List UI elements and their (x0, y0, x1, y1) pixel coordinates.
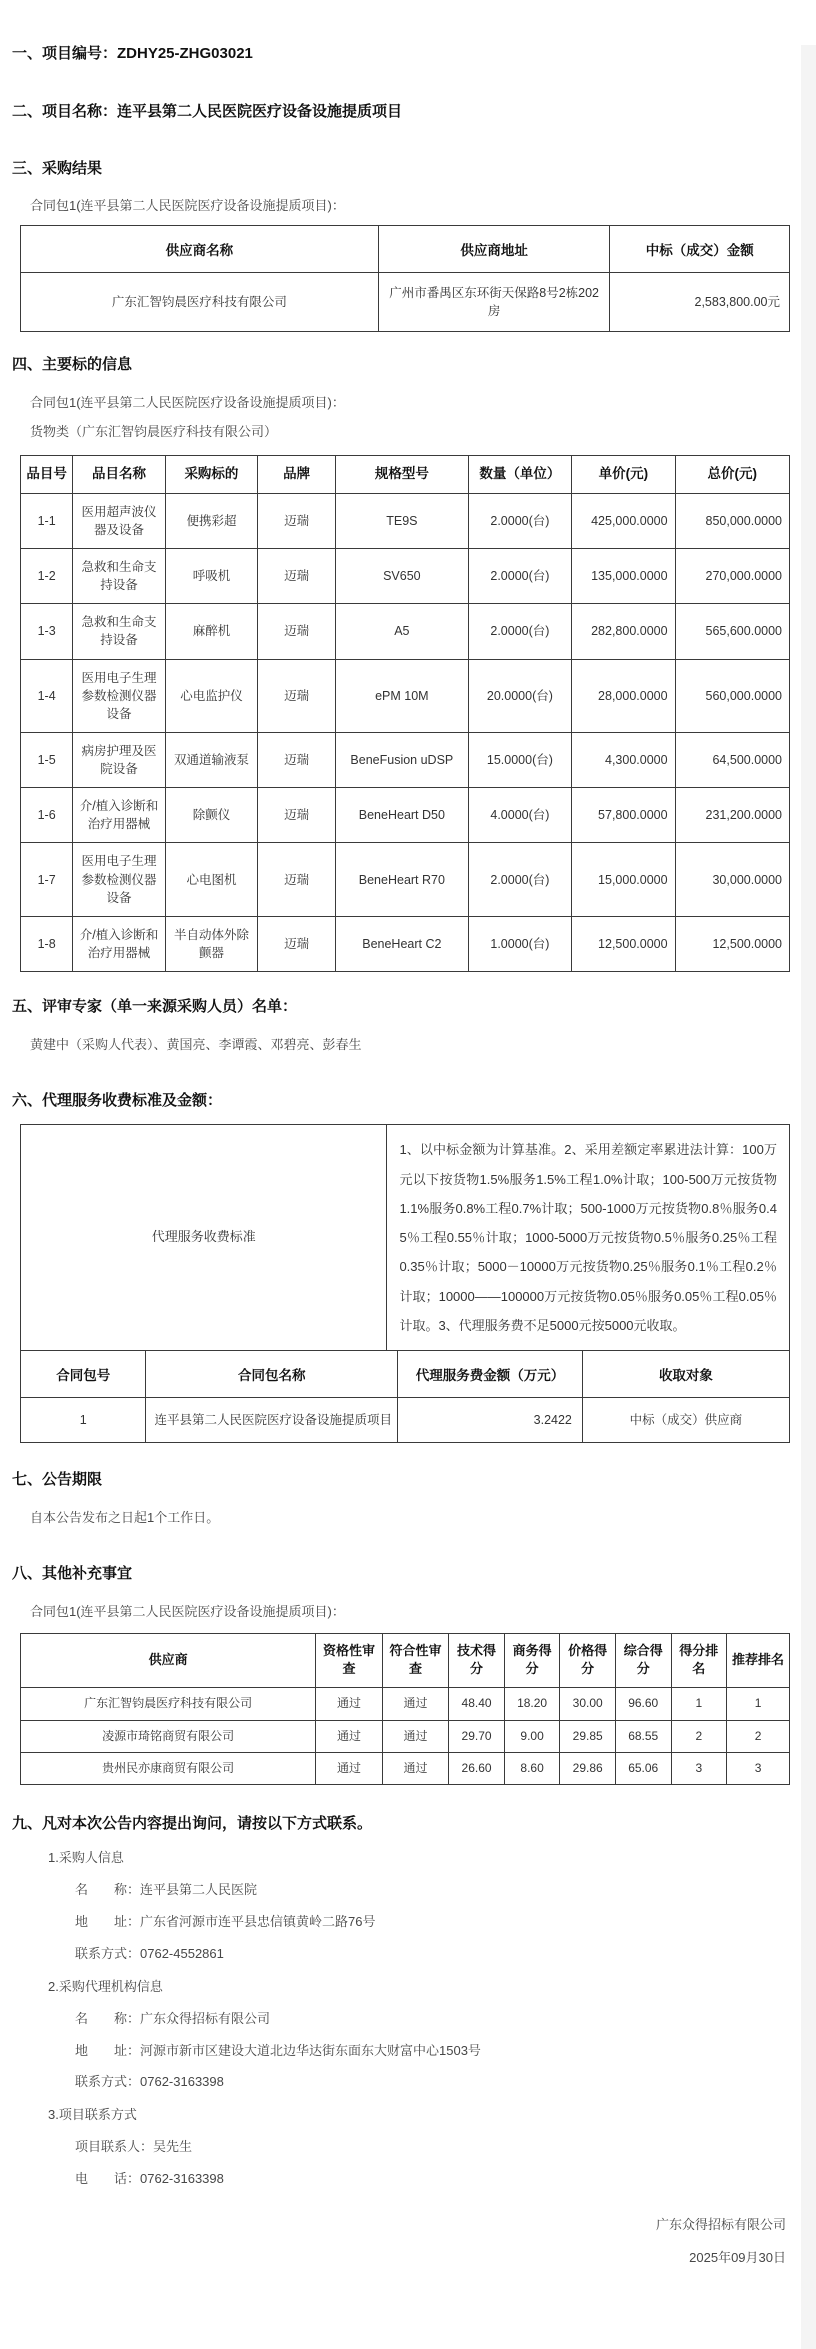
table-cell: 通过 (316, 1753, 382, 1785)
table-cell: 28,000.0000 (572, 659, 675, 732)
footer-date: 2025年09月30日 (689, 2250, 786, 2266)
table-row (21, 1753, 790, 1785)
table-cell: 贵州民亦康商贸有限公司 (21, 1753, 316, 1785)
result-package-line: 合同包1(连平县第二人民医院医疗设备设施提质项目)： (30, 198, 345, 214)
table-cell: 30,000.0000 (675, 843, 789, 916)
table-cell: 半自动体外除颤器 (165, 916, 257, 971)
table-cell: 15.0000(台) (468, 732, 571, 787)
table-cell: 凌源市琦铭商贸有限公司 (21, 1720, 316, 1752)
table-cell: 病房护理及医院设备 (73, 732, 165, 787)
table-cell: BeneHeart D50 (336, 788, 469, 843)
table-cell: 135,000.0000 (572, 549, 675, 604)
table-cell: 便携彩超 (165, 493, 257, 548)
table-cell: 2.0000(台) (468, 549, 571, 604)
table-row (21, 549, 790, 604)
column-header: 供应商地址 (378, 226, 610, 273)
table-cell: 2.0000(台) (468, 493, 571, 548)
footer-company: 广东众得招标有限公司 (655, 2217, 786, 2233)
column-header: 采购标的 (165, 455, 257, 493)
table-cell: 29.86 (560, 1753, 616, 1785)
header-row (21, 455, 790, 493)
table-cell: 迈瑞 (258, 843, 336, 916)
agency-contact: 联系方式：0762-3163398 (75, 2074, 224, 2090)
fee-standard-row (21, 1125, 790, 1351)
agency-name: 名 称：广东众得招标有限公司 (75, 2010, 271, 2026)
purchaser-address: 地 址：广东省河源市连平县忠信镇黄岭二路76号 (75, 1914, 376, 1929)
agency-heading: 2.采购代理机构信息 (48, 1978, 163, 1994)
table-cell: 57,800.0000 (572, 788, 675, 843)
table-cell: 29.70 (449, 1720, 505, 1752)
table-cell: 12,500.0000 (675, 916, 789, 971)
section-title-project-number: 一、项目编号：ZDHY25-ZHG03021 (12, 45, 253, 62)
items-table-wrap (20, 455, 790, 972)
table-cell: 3 (727, 1753, 790, 1785)
table-cell: 介/植入诊断和治疗用器械 (73, 788, 165, 843)
table-row (21, 1720, 790, 1752)
table-cell: 通过 (382, 1753, 448, 1785)
table-cell: 2 (671, 1720, 727, 1752)
table-row (21, 493, 790, 548)
scores-table (20, 1633, 790, 1786)
table-cell: 282,800.0000 (572, 604, 675, 659)
subject-category-line: 货物类（广东汇智钧晨医疗科技有限公司） (30, 424, 278, 440)
column-header: 价格得分 (560, 1633, 616, 1688)
table-cell: 18.20 (504, 1688, 560, 1720)
result-table (20, 225, 790, 332)
table-cell: 通过 (316, 1688, 382, 1720)
section-title-main-subject-info: 四、主要标的信息 (12, 356, 133, 374)
table-cell: 心电图机 (165, 843, 257, 916)
announcement-content (0, 45, 816, 2266)
table-cell: 65.06 (615, 1753, 671, 1785)
scores-table-wrap (20, 1633, 790, 1786)
header-row (21, 1633, 790, 1688)
table-cell: 15,000.0000 (572, 843, 675, 916)
section-title-procurement-result: 三、采购结果 (12, 159, 103, 177)
column-header: 资格性审查 (316, 1633, 382, 1688)
table-cell: 68.55 (615, 1720, 671, 1752)
table-cell: 医用电子生理参数检测仪器设备 (73, 843, 165, 916)
table-cell: 麻醉机 (165, 604, 257, 659)
column-header: 单价(元) (572, 455, 675, 493)
table-row (21, 659, 790, 732)
purchaser-heading: 1.采购人信息 (48, 1850, 124, 1866)
table-cell: SV650 (336, 549, 469, 604)
announcement-page (0, 45, 816, 2266)
purchaser-contact: 联系方式：0762-4552861 (75, 1945, 224, 1961)
table-cell: 1-3 (21, 604, 73, 659)
table-cell: 2 (727, 1720, 790, 1752)
project-contact-person: 项目联系人：吴先生 (75, 2139, 193, 2155)
column-header: 合同包号 (21, 1351, 146, 1398)
table-row (21, 273, 790, 332)
table-cell: 4,300.0000 (572, 732, 675, 787)
table-cell: 急救和生命支持设备 (73, 549, 165, 604)
section-title-contact: 九、凡对本次公告内容提出询问，请按以下方式联系。 (12, 1815, 373, 1833)
table-cell: 迈瑞 (258, 604, 336, 659)
table-cell: 通过 (382, 1720, 448, 1752)
supplementary-package-line: 合同包1(连平县第二人民医院医疗设备设施提质项目)： (30, 1603, 345, 1619)
column-header: 品牌 (258, 455, 336, 493)
table-cell: 1-5 (21, 732, 73, 787)
table-cell: 广州市番禺区东环街天保路8号2栋202房 (378, 273, 610, 332)
fee-standard-label: 代理服务收费标准 (21, 1125, 387, 1351)
column-header: 商务得分 (504, 1633, 560, 1688)
table-cell: 呼吸机 (165, 549, 257, 604)
table-cell: A5 (336, 604, 469, 659)
table-cell: 231,200.0000 (675, 788, 789, 843)
table-cell: 29.85 (560, 1720, 616, 1752)
table-cell: 1-8 (21, 916, 73, 971)
table-cell: 48.40 (449, 1688, 505, 1720)
items-table (20, 455, 790, 972)
table-cell: 心电监护仪 (165, 659, 257, 732)
table-cell: BeneFusion uDSP (336, 732, 469, 787)
table-cell: 64,500.0000 (675, 732, 789, 787)
table-cell: 医用电子生理参数检测仪器设备 (73, 659, 165, 732)
table-cell: 26.60 (449, 1753, 505, 1785)
announcement-period-body: 自本公告发布之日起1个工作日。 (30, 1510, 220, 1526)
header-row (21, 226, 790, 273)
table-cell: 医用超声波仪器及设备 (73, 493, 165, 548)
section-title-agency-fee: 六、代理服务收费标准及金额： (12, 1091, 223, 1109)
subject-package-line: 合同包1(连平县第二人民医院医疗设备设施提质项目)： (30, 395, 345, 411)
table-cell: 1-2 (21, 549, 73, 604)
table-row (21, 604, 790, 659)
table-cell: 迈瑞 (258, 493, 336, 548)
table-cell: 1 (671, 1688, 727, 1720)
experts-list: 黄建中（采购人代表）、黄国亮、李谭霞、邓碧亮、彭春生 (30, 1036, 362, 1052)
fee-standard-table-wrap (20, 1124, 790, 1443)
table-cell: 迈瑞 (258, 659, 336, 732)
agency-address: 地 址：河源市新市区建设大道北边华达街东面东大财富中心1503号 (75, 2042, 481, 2058)
column-header: 数量（单位） (468, 455, 571, 493)
table-cell: 12,500.0000 (572, 916, 675, 971)
section-title-project-name: 二、项目名称：连平县第二人民医院医疗设备设施提质项目 (12, 102, 403, 120)
fee-amount-table (20, 1350, 790, 1443)
fee-standard-text: 1、以中标金额为计算基准。2、采用差额定率累进法计算：100万元以下按货物1.5%服务1.5%工程1.0%计取；100-500万元按货物1.1%服务0.8%工程0.7%计取；500-1000万元按货物0.8％服务0.45％工程0.55％计取；1000-5000万元按货物0.5％服务0.25％工程0.35％计取；5000－10000万元按货物0.25％服务0.1％工程0.2％计取；10000——100000万元按货物0.05％服务0.05％工程0.05％计取。3、代理服务费不足5000元按5000元收取。 (387, 1125, 790, 1351)
section-title-experts: 五、评审专家（单一来源采购人员）名单： (12, 998, 298, 1016)
table-cell: 3 (671, 1753, 727, 1785)
table-cell: 1-7 (21, 843, 73, 916)
table-row (21, 732, 790, 787)
table-cell: 急救和生命支持设备 (73, 604, 165, 659)
purchaser-name: 名 称：连平县第二人民医院 (75, 1882, 258, 1898)
section-title-announcement-period: 七、公告期限 (12, 1471, 103, 1489)
table-cell: 850,000.0000 (675, 493, 789, 548)
table-cell: 30.00 (560, 1688, 616, 1720)
table-cell: 1 (21, 1398, 146, 1443)
column-header: 技术得分 (449, 1633, 505, 1688)
table-cell: 双通道输液泵 (165, 732, 257, 787)
column-header: 代理服务费金额（万元） (398, 1351, 583, 1398)
table-cell: 560,000.0000 (675, 659, 789, 732)
table-cell: 1.0000(台) (468, 916, 571, 971)
column-header: 中标（成交）金额 (610, 226, 790, 273)
table-cell: ePM 10M (336, 659, 469, 732)
column-header: 品目名称 (73, 455, 165, 493)
section-title-supplementary: 八、其他补充事宜 (12, 1564, 133, 1582)
table-cell: 4.0000(台) (468, 788, 571, 843)
project-contact-phone: 电 话：0762-3163398 (75, 2171, 224, 2187)
table-cell: 9.00 (504, 1720, 560, 1752)
column-header: 收取对象 (582, 1351, 789, 1398)
table-cell: 1-1 (21, 493, 73, 548)
column-header: 规格型号 (336, 455, 469, 493)
table-cell: 连平县第二人民医院医疗设备设施提质项目 (146, 1398, 398, 1443)
table-cell: 565,600.0000 (675, 604, 789, 659)
table-cell: 迈瑞 (258, 916, 336, 971)
table-cell: 通过 (316, 1720, 382, 1752)
table-cell: BeneHeart R70 (336, 843, 469, 916)
table-cell: 广东汇智钧晨医疗科技有限公司 (21, 273, 379, 332)
table-cell: 270,000.0000 (675, 549, 789, 604)
table-cell: 425,000.0000 (572, 493, 675, 548)
table-row (21, 843, 790, 916)
result-table-wrap (20, 225, 790, 332)
table-cell: 迈瑞 (258, 732, 336, 787)
table-cell: 1-4 (21, 659, 73, 732)
table-cell: 迈瑞 (258, 549, 336, 604)
table-row (21, 1398, 790, 1443)
table-cell: 中标（成交）供应商 (582, 1398, 789, 1443)
column-header: 得分排名 (671, 1633, 727, 1688)
fee-standard-table (20, 1124, 790, 1351)
table-cell: 96.60 (615, 1688, 671, 1720)
table-cell: 1-6 (21, 788, 73, 843)
column-header: 合同包名称 (146, 1351, 398, 1398)
table-row (21, 916, 790, 971)
header-row (21, 1351, 790, 1398)
table-cell: 1 (727, 1688, 790, 1720)
column-header: 总价(元) (675, 455, 789, 493)
column-header: 品目号 (21, 455, 73, 493)
table-cell: 除颤仪 (165, 788, 257, 843)
project-contact-heading: 3.项目联系方式 (48, 2107, 137, 2123)
table-cell: 2.0000(台) (468, 604, 571, 659)
column-header: 综合得分 (615, 1633, 671, 1688)
table-row (21, 1688, 790, 1720)
table-cell: 通过 (382, 1688, 448, 1720)
table-cell: 2.0000(台) (468, 843, 571, 916)
table-cell: 3.2422 (398, 1398, 583, 1443)
table-cell: 20.0000(台) (468, 659, 571, 732)
table-cell: 广东汇智钧晨医疗科技有限公司 (21, 1688, 316, 1720)
column-header: 推荐排名 (727, 1633, 790, 1688)
page-right-gutter (801, 45, 816, 2349)
column-header: 供应商 (21, 1633, 316, 1688)
table-cell: 8.60 (504, 1753, 560, 1785)
column-header: 供应商名称 (21, 226, 379, 273)
table-cell: 介/植入诊断和治疗用器械 (73, 916, 165, 971)
table-cell: 迈瑞 (258, 788, 336, 843)
table-cell: 2,583,800.00元 (610, 273, 790, 332)
table-cell: TE9S (336, 493, 469, 548)
table-cell: BeneHeart C2 (336, 916, 469, 971)
column-header: 符合性审查 (382, 1633, 448, 1688)
table-row (21, 788, 790, 843)
contact-block (12, 1850, 790, 2188)
